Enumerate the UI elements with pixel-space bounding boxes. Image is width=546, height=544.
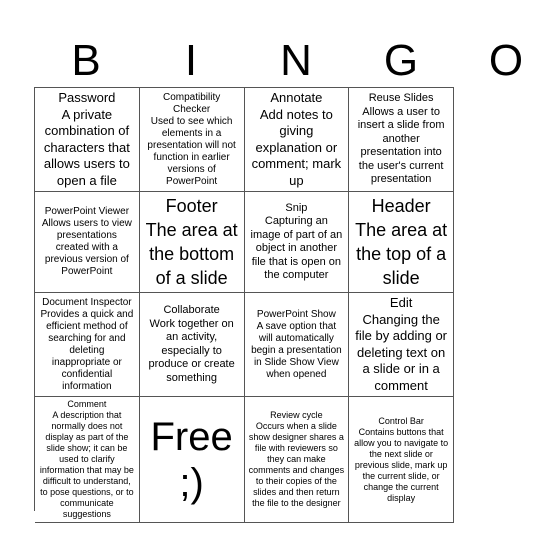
bingo-cell bbox=[245, 192, 350, 293]
bingo-cell bbox=[140, 192, 245, 293]
bingo-cell bbox=[349, 293, 454, 397]
bingo-cell bbox=[35, 88, 140, 192]
bingo-cell bbox=[245, 397, 350, 523]
cell-text: Review cycle Occurs when a slide show designer shares a file with reviewers so they can make comments and changes to their copies of the slides and then return the file to the designer bbox=[248, 410, 345, 508]
cell-text: Annotate Add notes to giving explanation or comment; mark up bbox=[251, 90, 342, 188]
cell-text: Control Bar Contains buttons that allow you to navigate to the next slide or previous slide, mark up the current slide, or change the current display bbox=[354, 415, 449, 503]
bingo-cell bbox=[349, 397, 454, 523]
cell-text: PowerPoint Viewer Allows users to view presentations created with a previous version of PowerPoint bbox=[41, 206, 132, 277]
bingo-card bbox=[34, 87, 454, 519]
bingo-cell bbox=[35, 192, 140, 293]
bingo-cell bbox=[140, 293, 245, 397]
bingo-cell bbox=[349, 88, 454, 192]
title-letter-o: O bbox=[488, 36, 524, 85]
cell-text: Edit Changing the file by adding or deleting text on a slide or in a comment bbox=[355, 295, 448, 393]
cell-text: PowerPoint Show A save option that will automatically begin a presentation in Slide Show View when opened bbox=[251, 308, 342, 380]
free-space-cell bbox=[140, 397, 245, 523]
bingo-cell bbox=[245, 88, 350, 192]
title-letter-n: N bbox=[280, 36, 312, 85]
cell-text: Header The area at the top of a slide bbox=[355, 196, 448, 288]
bingo-cell bbox=[35, 293, 140, 397]
cell-text: Free ;) bbox=[150, 414, 233, 505]
cell-text: Compatibility Checker Used to see which elements in a presentation will not function in earlier versions of PowerPoint bbox=[147, 91, 236, 187]
title-letter-g: G bbox=[383, 36, 419, 85]
bingo-cell bbox=[349, 192, 454, 293]
cell-text: Snip Capturing an image of part of an object in another file that is open on the computer bbox=[250, 201, 343, 281]
bingo-cell bbox=[245, 293, 350, 397]
bingo-cell bbox=[140, 88, 245, 192]
cell-text: Collaborate Work together on an activity, especially to produce or create something bbox=[148, 304, 235, 384]
bingo-title bbox=[34, 36, 524, 86]
cell-text: Comment A description that normally does not display as part of the slide show; it can be used to clarify information that may be difficult to understand, to pose questions, or to communicate suggestions bbox=[39, 399, 134, 519]
title-letter-b: B bbox=[71, 36, 101, 85]
cell-text: Document Inspector Provides a quick and efficient method of searching for and deleting inappropriate or confidential information bbox=[40, 296, 134, 392]
title-letter-i: I bbox=[184, 36, 198, 85]
cell-text: Footer The area at the bottom of a slide bbox=[145, 196, 238, 288]
bingo-cell bbox=[35, 397, 140, 523]
cell-text: Reuse Slides Allows a user to insert a slide from another presentation into the user's current presentation bbox=[357, 92, 445, 186]
cell-text: Password A private combination of characters that allows users to open a file bbox=[43, 90, 130, 188]
